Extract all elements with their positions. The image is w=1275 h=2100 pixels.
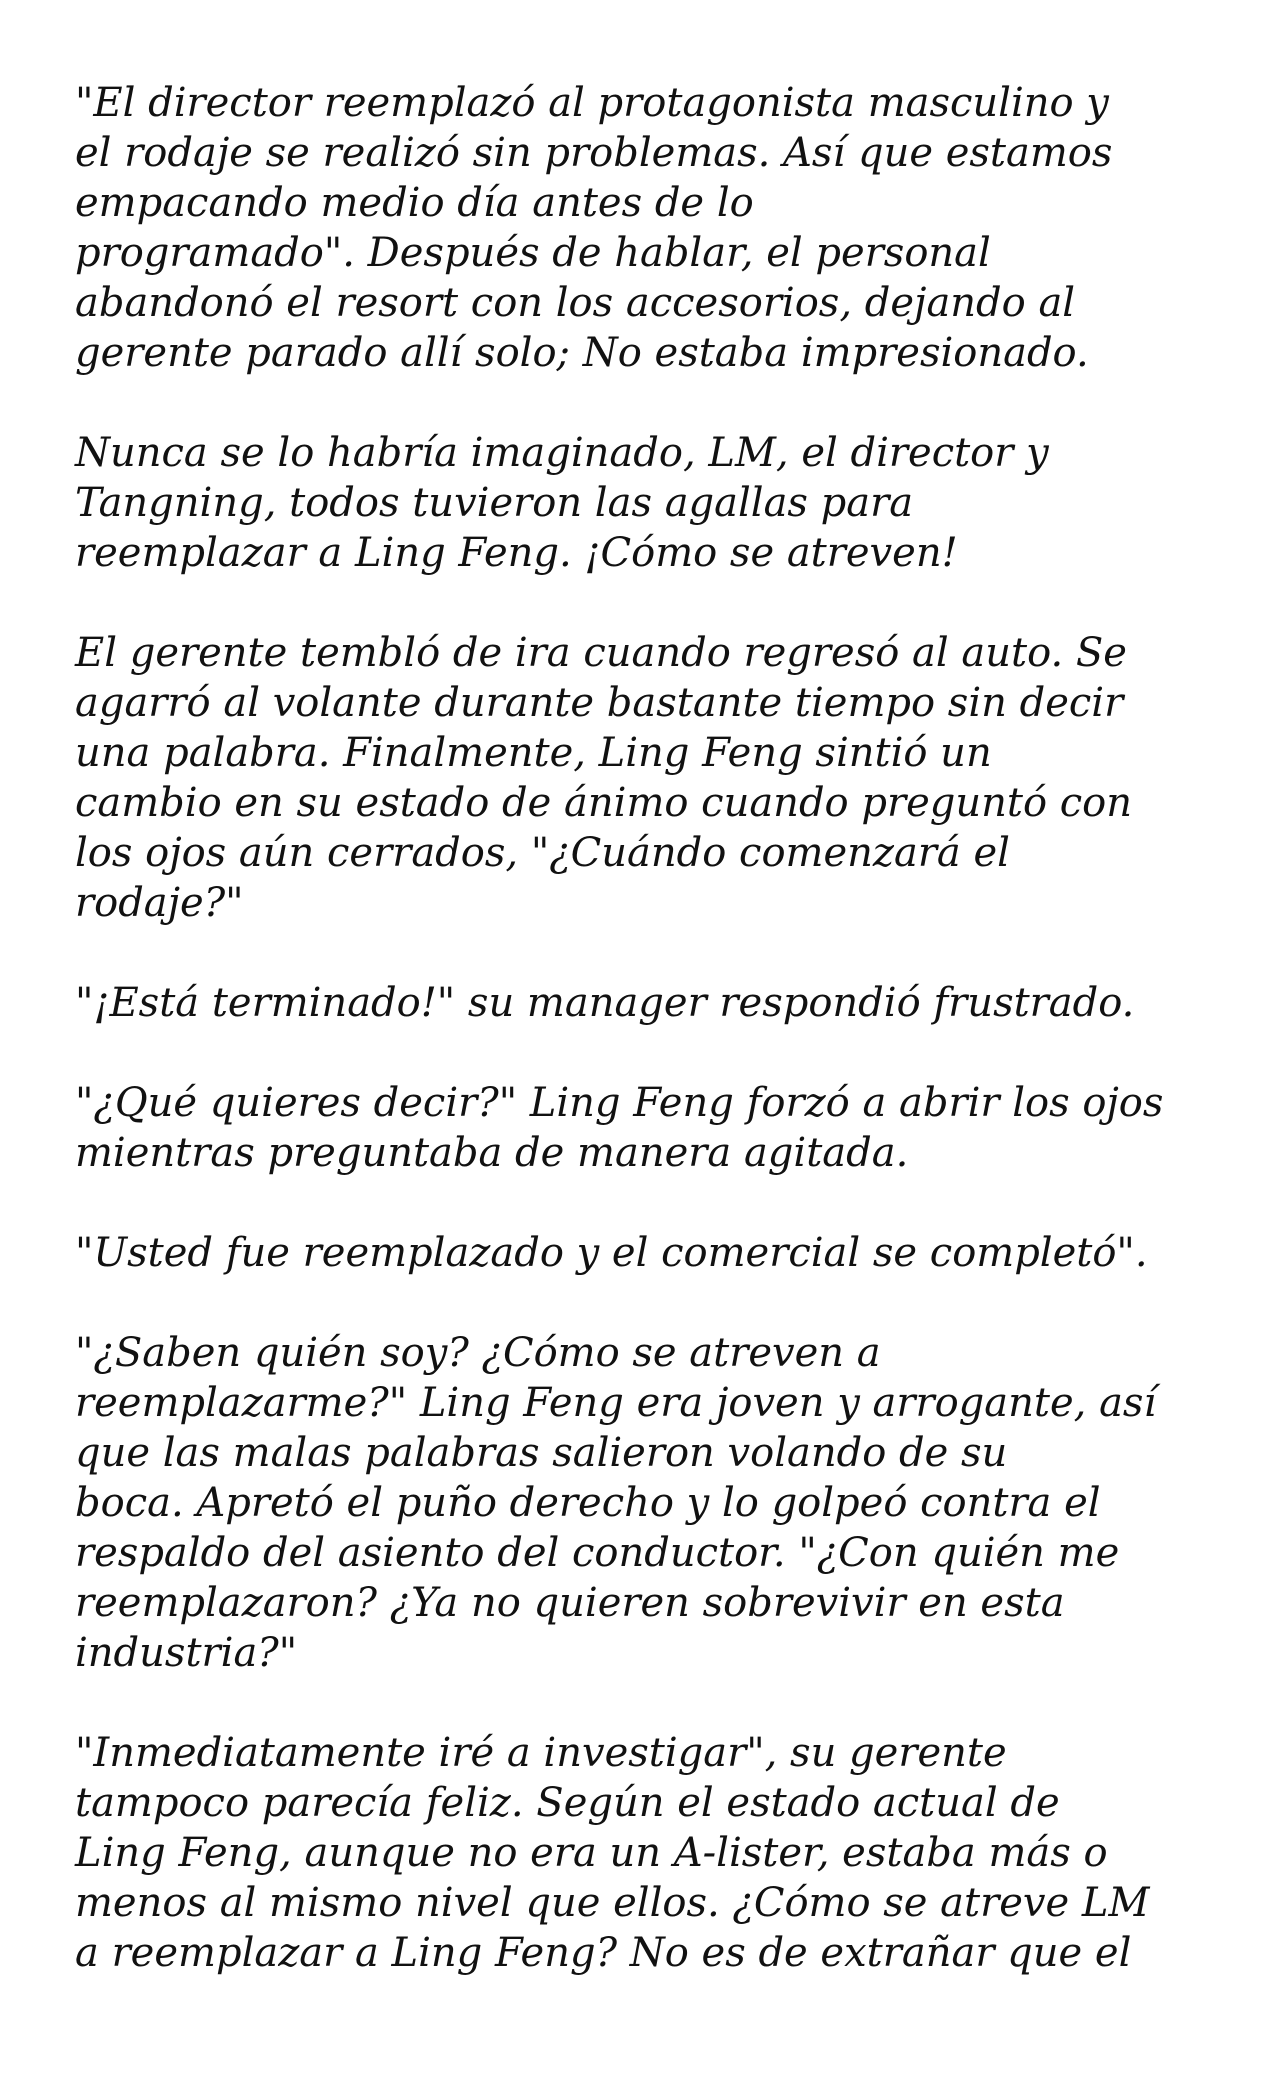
paragraph-1: "El director reemplazó al protagonista masculino y el rodaje se realizó sin problemas. Así que estamos empacando medio día antes de lo programado". Después de hablar, el personal abandonó el resort con los accesorios, dejando al gerente parado allí solo; No estaba impresionado. — [75, 80, 1113, 376]
paragraph-3: El gerente tembló de ira cuando regresó al auto. Se agarró al volante durante bastante tiempo sin decir una palabra. Finalmente, Ling Feng sintió un cambio en su estado de ánimo cuando preguntó con los ojos aún cerrados, "¿Cuándo comenzará el rodaje?" — [75, 630, 1132, 926]
paragraph-6: "Usted fue reemplazado y el comercial se completó". — [75, 1230, 1148, 1276]
document-page — [75, 78, 1225, 2028]
paragraph-8: "Inmediatamente iré a investigar", su gerente tampoco parecía feliz. Según el estado actual de Ling Feng, aunque no era un A-lister, estaba más o menos al mismo nivel que ellos. ¿Cómo se atreve LM a reemplazar a Ling Feng? No es de extrañar que el — [75, 1730, 1150, 1976]
paragraph-7: "¿Saben quién soy? ¿Cómo se atreven a reemplazarme?" Ling Feng era joven y arrogante, así que las malas palabras salieron volando de su boca. Apretó el puño derecho y lo golpeó contra el respaldo del asiento del conductor. "¿Con quién me reemplazaron? ¿Ya no quieren sobrevivir en esta industria?" — [75, 1330, 1157, 1676]
paragraph-5: "¿Qué quieres decir?" Ling Feng forzó a abrir los ojos mientras preguntaba de manera agitada. — [75, 1080, 1164, 1176]
paragraph-2: Nunca se lo habría imaginado, LM, el director y Tangning, todos tuvieron las agallas para reemplazar a Ling Feng. ¡Cómo se atreven! — [75, 430, 1049, 576]
paragraph-4: "¡Está terminado!" su manager respondió frustrado. — [75, 980, 1135, 1026]
